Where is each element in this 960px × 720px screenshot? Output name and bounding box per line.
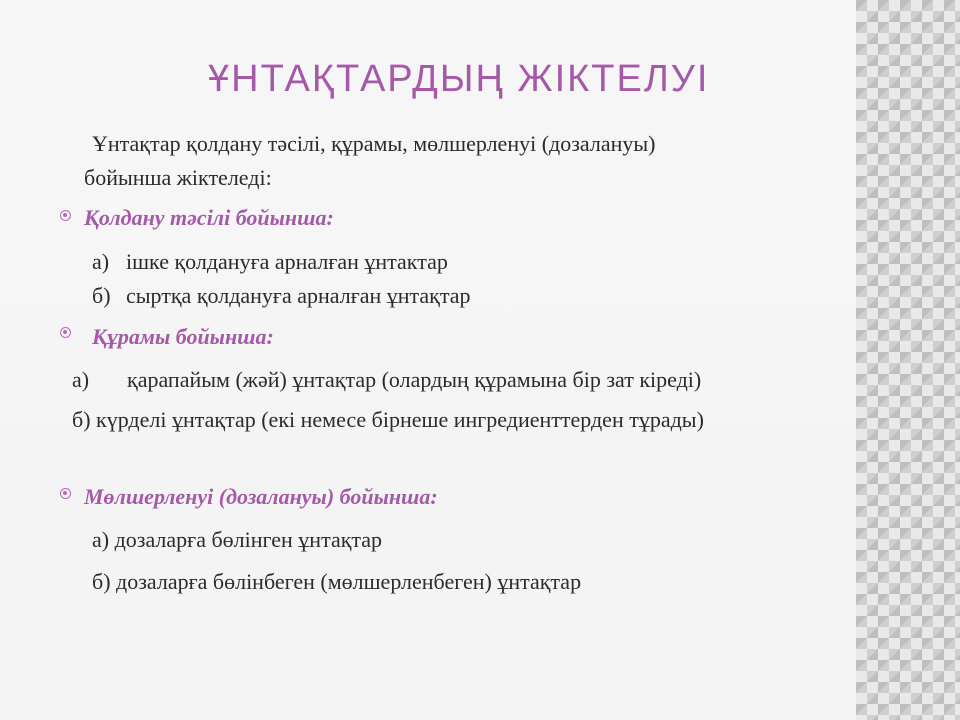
list-item — [92, 571, 581, 593]
section-heading-composition: Құрамы бойынша: — [92, 324, 274, 349]
list-item — [92, 285, 471, 307]
list-item-label: а) — [72, 367, 90, 392]
list-item — [92, 251, 448, 273]
bullet-icon — [60, 327, 71, 338]
list-item-text: б) күрделі ұнтақтар (екі немесе бірнеше ингредиенттерден тұрады) — [72, 407, 704, 432]
list-item — [92, 529, 382, 551]
list-item-text: сыртқа қолдануға арналған ұнтақтар — [126, 283, 471, 308]
list-item-text: қарапайым (жәй) ұнтақтар (олардың құрамына бір зат кіреді) — [127, 367, 702, 392]
list-item-text: ішке қолдануға арналған ұнтактар — [126, 249, 448, 274]
list-item-label: б) — [92, 283, 111, 308]
list-item-text: а) дозаларға бөлінген ұнтақтар — [92, 527, 383, 552]
list-item — [72, 409, 704, 431]
slide-title: ҰНТАҚТАРДЫҢ ЖІКТЕЛУІ — [208, 58, 710, 100]
bullet-icon — [60, 210, 71, 221]
list-item-text: б) дозаларға бөлінбеген (мөлшерленбеген) ұнтақтар — [92, 569, 582, 594]
section-heading-dosage: Мөлшерленуі (дозалануы) бойынша: — [84, 484, 438, 509]
section-heading-usage: Қолдану тәсілі бойынша: — [84, 205, 334, 230]
bullet-icon — [60, 488, 71, 499]
decorative-side-pattern — [856, 0, 960, 720]
list-item — [72, 369, 701, 391]
list-item-label: а) — [92, 249, 110, 274]
intro-line-2: бойынша жіктеледі: — [84, 165, 272, 190]
intro-line-1: Ұнтақтар қолдану тәсілі, құрамы, мөлшерленуі (дозалануы) — [92, 131, 656, 156]
